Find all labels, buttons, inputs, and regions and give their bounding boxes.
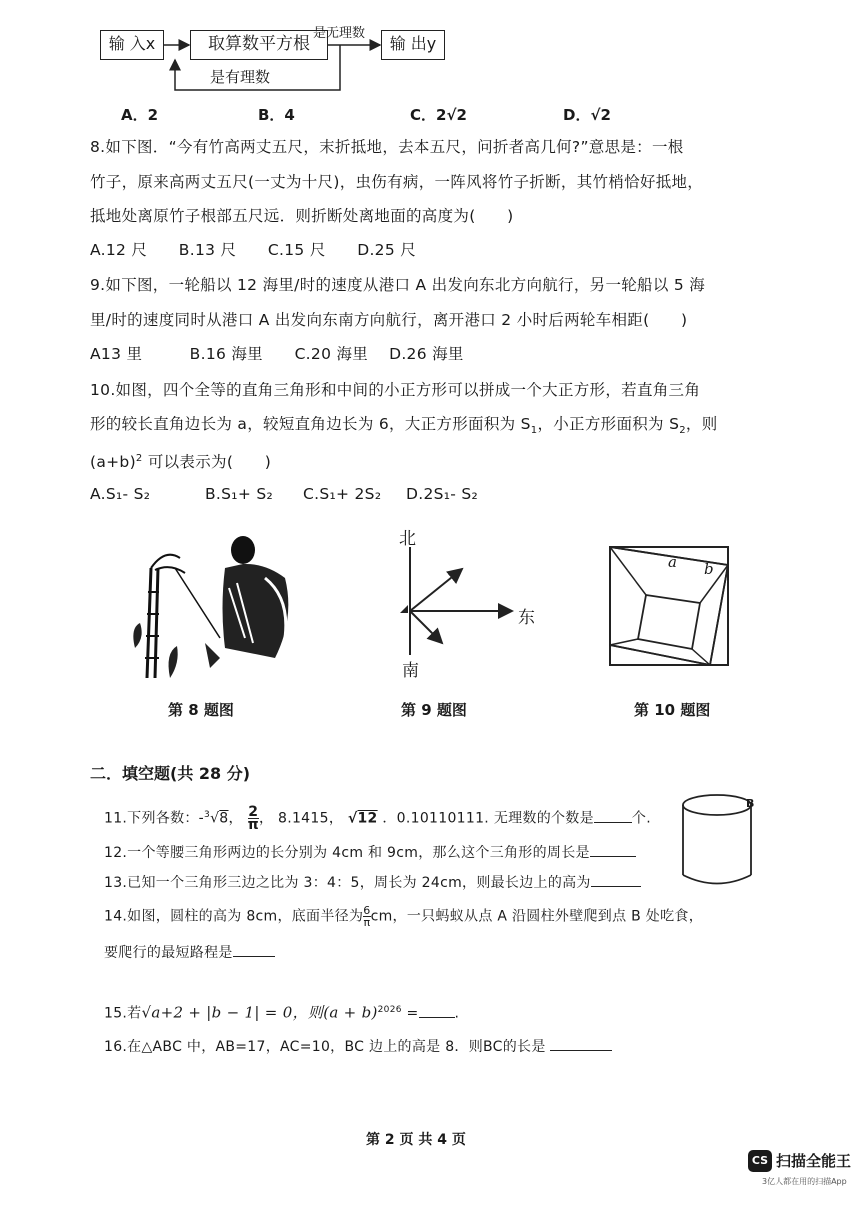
q16-line bbox=[104, 1036, 612, 1057]
q13-answer-blank[interactable] bbox=[591, 872, 641, 887]
q7-option-c: C．2√2 bbox=[410, 106, 467, 124]
q7-option-b: B．4 bbox=[258, 106, 295, 124]
q8-line3: 抵地处离原竹子根部五尺远．则折断处离地面的高度为( ) bbox=[90, 207, 514, 225]
q9-line2: 里/时的速度同时从港口 A 出发向东南方向航行，离开港口 2 小时后两轮车相距( ) bbox=[90, 311, 688, 329]
flowchart-input-label: 输 入x bbox=[108, 34, 156, 53]
q10-line2-a: 形的较长直角边长为 a，较短直角边长为 6，大正方形面积为 S bbox=[90, 415, 531, 433]
q11-suffix: 无理数的个数是 bbox=[493, 810, 594, 827]
q14-line2 bbox=[104, 942, 275, 963]
q10-option-d: D.2S₁- S₂ bbox=[406, 485, 479, 503]
scanner-brand: 扫描全能王 bbox=[776, 1152, 852, 1170]
q11-prefix: 11.下列各数：- bbox=[104, 810, 205, 827]
q11-line: 11.下列各数：-$^3$√8， $\frac{2}{\pi}$ ， 8.1415， √12 ．0.10110111. 无理数的个数是 个. bbox=[104, 804, 651, 834]
q16-answer-blank[interactable] bbox=[550, 1036, 612, 1051]
q10-option-a: A.S₁- S₂ bbox=[90, 485, 151, 503]
q14-answer-blank[interactable] bbox=[233, 942, 275, 957]
fig9-caption: 第 9 题图 bbox=[401, 701, 467, 719]
q10-option-b: B.S₁+ S₂ bbox=[205, 485, 273, 503]
q14-line1 bbox=[104, 905, 703, 928]
q11-cuberoot: 8 bbox=[219, 810, 229, 827]
fig9-north-label: 北 bbox=[399, 529, 416, 549]
q10-line2-c: ，则 bbox=[685, 415, 718, 433]
q15-exp: 2026 bbox=[377, 1005, 402, 1015]
q13-text: 13.已知一个三角形三边之比为 3：4：5，周长为 24cm，则最长边上的高为 bbox=[104, 875, 591, 891]
q12-answer-blank[interactable] bbox=[590, 842, 636, 857]
fig10-label-a: a bbox=[668, 553, 677, 571]
q10-option-c: C.S₁+ 2S₂ bbox=[303, 485, 382, 503]
q15-expr: √a+2 + |b − 1| = 0，则(a + b) bbox=[141, 1003, 378, 1022]
q14-line2-text: 要爬行的最短路程是 bbox=[104, 945, 233, 961]
q16-text: 16.在△ABC 中，AB=17，AC=10，BC 边上的高是 8．则BC的长是 bbox=[104, 1039, 546, 1055]
fig9-east-label: 东 bbox=[518, 608, 535, 628]
flowchart-irrational-label: 是无理数 bbox=[313, 26, 366, 41]
q15-prefix: 15.若 bbox=[104, 1005, 142, 1022]
fig8-illustration bbox=[125, 528, 295, 678]
scanner-tagline: 3亿人都在用的扫描App bbox=[762, 1177, 847, 1186]
q11-sqrt: 12 bbox=[357, 810, 378, 827]
q15-line: 15.若√a+2 + |b − 1| = 0，则$(a + b)^{2026}$ = . bbox=[104, 1003, 460, 1022]
scanner-logo-icon: CS bbox=[748, 1150, 772, 1172]
q11-num2: 0.10110111. bbox=[396, 810, 490, 827]
q7-option-d: D．√2 bbox=[563, 106, 611, 124]
q8-line2: 竹子，原来高两丈五尺(一丈为十尺)，虫伤有病，一阵风将竹子折断，其竹梢恰好抵地， bbox=[90, 173, 704, 191]
q13-line bbox=[104, 872, 641, 893]
q14-frac-num: 6 bbox=[363, 904, 371, 917]
q12-text: 12.一个等腰三角形两边的长分别为 4cm 和 9cm，那么这个三角形的周长是 bbox=[104, 845, 590, 861]
cylinder-figure bbox=[675, 790, 770, 890]
q10-line3: $(a+b)^2$ 可以表示为( ) bbox=[90, 453, 272, 472]
q9-line1: 9.如下图，一轮船以 12 海里/时的速度从港口 A 出发向东北方向航行，另一轮船以 5 海 bbox=[90, 276, 706, 294]
q11-num1: 8.1415 bbox=[278, 810, 329, 827]
flowchart-process-label: 取算数平方根 bbox=[208, 34, 310, 54]
q8-options: A.12 尺 B.13 尺 C.15 尺 D.25 尺 bbox=[90, 241, 417, 259]
fig10-label-b: b bbox=[704, 560, 714, 578]
fig9-south-label: 南 bbox=[402, 661, 419, 681]
q12-line bbox=[104, 842, 636, 863]
q14-line1-a: 14.如图，圆柱的高为 8cm，底面半径为 bbox=[104, 908, 364, 925]
fig9-compass bbox=[390, 545, 520, 660]
q14-line1-b: cm，一只蚂蚁从点 A 沿圆柱外壁爬到点 B 处吃食， bbox=[370, 908, 703, 925]
southeast-ray bbox=[410, 611, 442, 643]
q11-frac-den: π bbox=[247, 817, 259, 834]
q7-option-a: A．2 bbox=[121, 106, 159, 124]
q9-options: A13 里 B.16 海里 C.20 海里 D.26 海里 bbox=[90, 345, 464, 363]
q10-line2-b: ，小正方形面积为 S bbox=[537, 415, 680, 433]
q10-line3-a: (a+b) bbox=[90, 453, 136, 472]
flowchart-rational-label: 是有理数 bbox=[210, 68, 271, 86]
q11-frac-num: 2 bbox=[248, 804, 259, 821]
cylinder-label-b: B bbox=[746, 797, 755, 810]
q15-answer-blank[interactable] bbox=[419, 1003, 455, 1018]
q11-answer-blank[interactable] bbox=[594, 808, 632, 823]
section2-heading: 二．填空题(共 28 分) bbox=[90, 764, 251, 783]
fig10-caption: 第 10 题图 bbox=[634, 701, 711, 719]
flowchart-output-label: 输 出y bbox=[389, 34, 437, 53]
page-number: 第 2 页 共 4 页 bbox=[366, 1132, 466, 1148]
q14-frac-den: π bbox=[363, 916, 371, 929]
q15-eq: = bbox=[401, 1005, 419, 1022]
q10-line1: 10.如图，四个全等的直角三角形和中间的小正方形可以拼成一个大正方形，若直角三角 bbox=[90, 381, 701, 399]
q11-unit: 个. bbox=[631, 810, 651, 827]
northeast-ray bbox=[410, 569, 462, 611]
fig8-caption: 第 8 题图 bbox=[168, 701, 234, 719]
q10-line3-b: 可以表示为( ) bbox=[142, 453, 272, 472]
q10-line2: 形的较长直角边长为 a，较短直角边长为 6，大正方形面积为 $S_1$，小正方形面积为 $S_2$，则 bbox=[90, 415, 718, 437]
q8-line1: 8.如下图．“今有竹高两丈五尺，末折抵地，去本五尺，问折者高几何?”意思是：一根 bbox=[90, 138, 684, 156]
